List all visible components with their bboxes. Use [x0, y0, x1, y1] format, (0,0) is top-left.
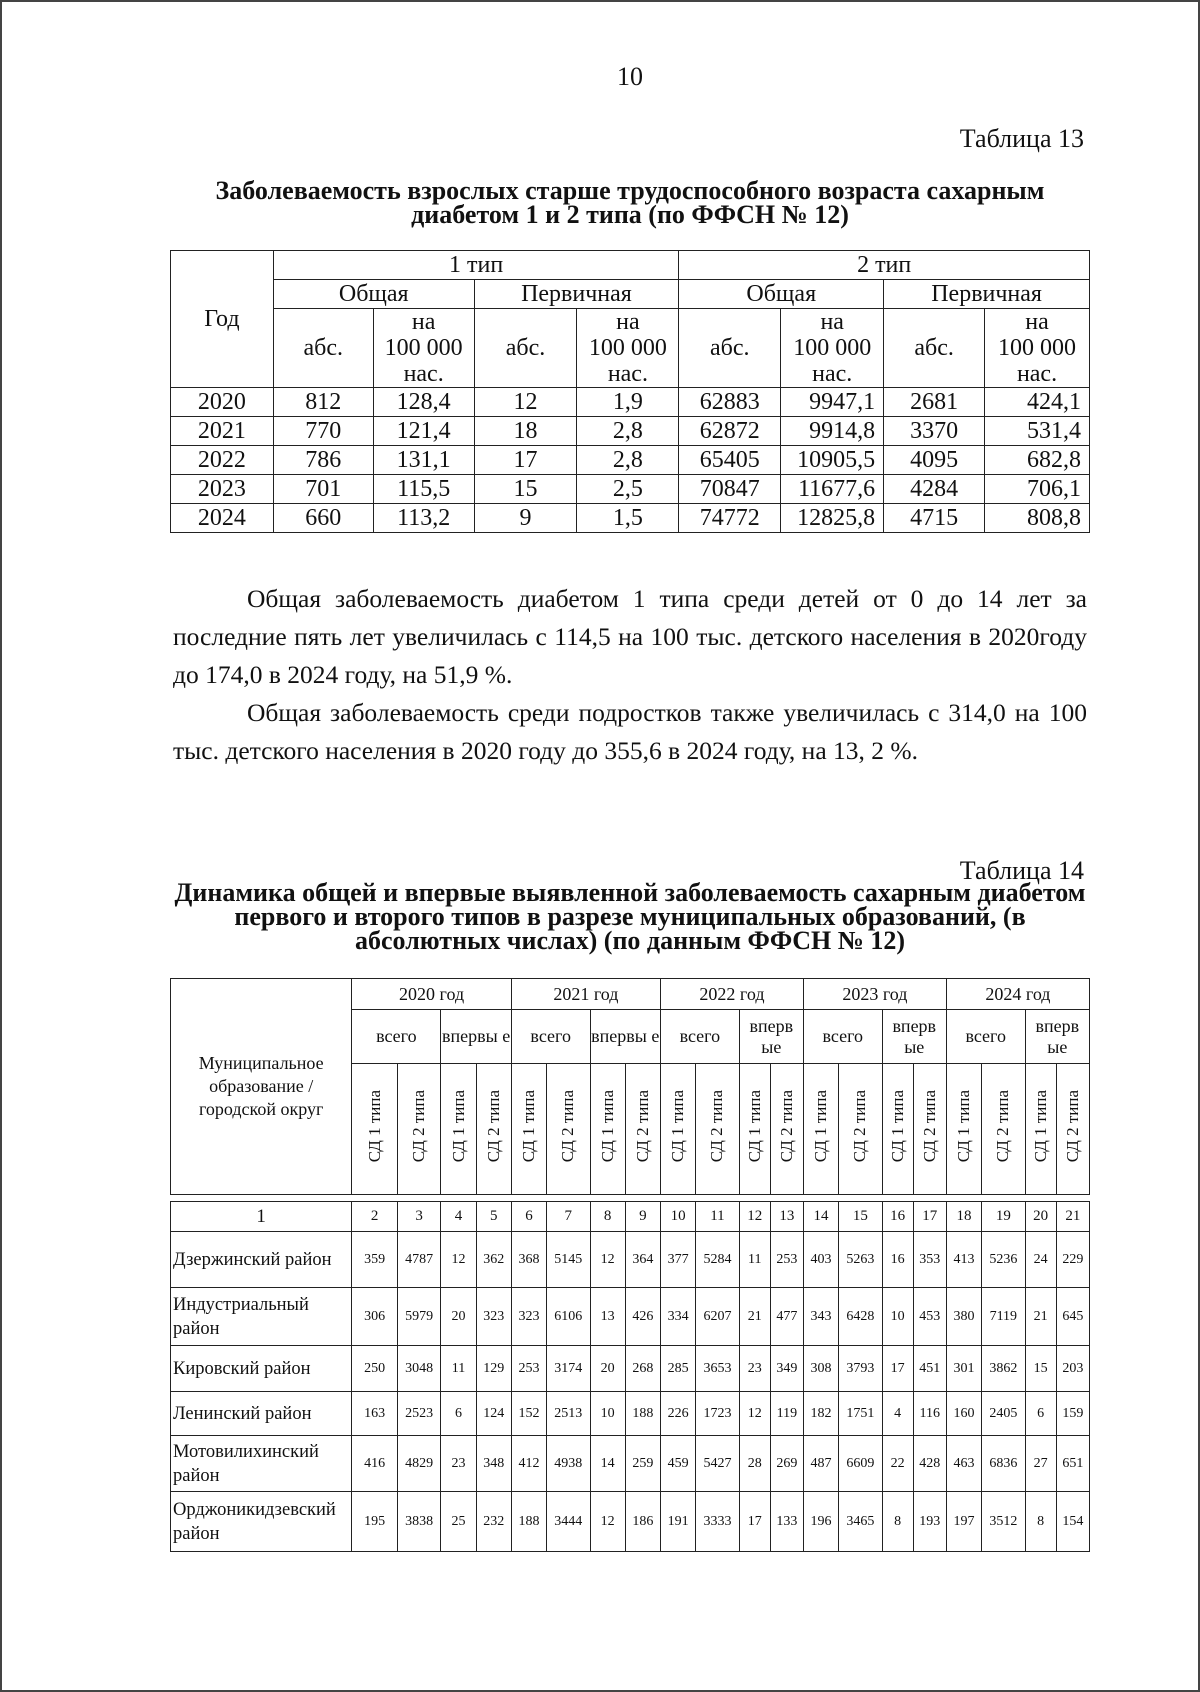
col-header-diabetes-type [803, 1064, 838, 1195]
cell-value: 21 [739, 1288, 770, 1346]
cell-value: 6 [441, 1392, 476, 1436]
table-row [171, 1392, 1090, 1436]
cell-t2-pri-rate: 682,8 [985, 446, 1090, 475]
cell-value: 301 [946, 1346, 981, 1392]
cell-t2-gen-abs: 65405 [679, 446, 781, 475]
cell-value: 2523 [397, 1392, 441, 1436]
cell-value: 7119 [982, 1288, 1026, 1346]
table-14 [170, 978, 1090, 1552]
table-row [171, 1492, 1090, 1552]
cell-t2-pri-rate: 424,1 [985, 388, 1090, 417]
col-header-t2-primary: Первичная [884, 280, 1090, 309]
cell-value: 20 [590, 1346, 625, 1392]
cell-value: 253 [770, 1232, 803, 1288]
diabetes-type-label: СД 1 типа [953, 1090, 973, 1163]
cell-value: 3048 [397, 1346, 441, 1392]
col-header-first-time: вперв ые [882, 1010, 946, 1064]
cell-value: 477 [770, 1288, 803, 1346]
municipality-name: Кировский район [171, 1346, 352, 1392]
cell-value: 259 [625, 1436, 660, 1492]
diabetes-type-label: СД 2 типа [1062, 1090, 1082, 1163]
cell-t1-gen-abs: 660 [273, 504, 373, 533]
cell-value: 3793 [839, 1346, 883, 1392]
table-14-title: Динамика общей и впервые выявленной заболеваемость сахарным диабетом первого и второго типов в разрезе муниципальных образований, (в абсолютных числах) (по данным ФФСН № 12) [174, 878, 1086, 955]
col-header-year: 2023 год [803, 979, 946, 1010]
cell-value: 416 [352, 1436, 398, 1492]
col-header-diabetes-type [397, 1064, 441, 1195]
cell-value: 232 [476, 1492, 511, 1552]
cell-value: 426 [625, 1288, 660, 1346]
cell-value: 453 [913, 1288, 946, 1346]
cell-value: 268 [625, 1346, 660, 1392]
diabetes-type-label: СД 1 типа [518, 1090, 538, 1163]
cell-value: 196 [803, 1492, 838, 1552]
cell-t2-pri-abs: 4715 [884, 504, 985, 533]
col-header-diabetes-type [1056, 1064, 1089, 1195]
cell-value: 159 [1056, 1392, 1089, 1436]
cell-value: 4 [882, 1392, 913, 1436]
cell-t1-gen-rate: 113,2 [373, 504, 474, 533]
page-number: 10 [617, 62, 643, 91]
diabetes-type-label: СД 1 типа [811, 1090, 831, 1163]
cell-value: 6106 [547, 1288, 591, 1346]
diabetes-type-label: СД 2 типа [632, 1090, 652, 1163]
municipality-name: Дзержинский район [171, 1232, 352, 1288]
cell-value: 253 [511, 1346, 546, 1392]
cell-value: 451 [913, 1346, 946, 1392]
col-header-year: 2024 год [946, 979, 1089, 1010]
column-number: 10 [660, 1202, 695, 1232]
cell-value: 5284 [696, 1232, 740, 1288]
column-number: 8 [590, 1202, 625, 1232]
cell-t1-pri-rate: 1,5 [577, 504, 679, 533]
col-header-t1-gen-abs: абс. [273, 309, 373, 388]
column-number: 5 [476, 1202, 511, 1232]
header-gap [171, 1195, 1090, 1202]
diabetes-type-label: СД 1 типа [448, 1090, 468, 1163]
col-header-diabetes-type [476, 1064, 511, 1195]
cell-t2-pri-rate: 808,8 [985, 504, 1090, 533]
col-header-first-time: впервы е [590, 1010, 660, 1064]
cell-value: 5979 [397, 1288, 441, 1346]
col-header-t1-pri-rate [577, 309, 679, 388]
col-header-t2-pri-rate [985, 309, 1090, 388]
table-13-label: Таблица 13 [959, 124, 1084, 153]
cell-value: 348 [476, 1436, 511, 1492]
col-header-diabetes-type [511, 1064, 546, 1195]
municipality-name: Орджоникидзевский район [171, 1492, 352, 1552]
cell-year: 2020 [171, 388, 274, 417]
cell-value: 188 [511, 1492, 546, 1552]
col-header-diabetes-type [441, 1064, 476, 1195]
cell-value: 3838 [397, 1492, 441, 1552]
cell-value: 152 [511, 1392, 546, 1436]
cell-value: 24 [1025, 1232, 1056, 1288]
cell-value: 412 [511, 1436, 546, 1492]
cell-value: 182 [803, 1392, 838, 1436]
cell-t2-gen-abs: 74772 [679, 504, 781, 533]
col-header-t2-pri-abs: абс. [884, 309, 985, 388]
cell-value: 20 [441, 1288, 476, 1346]
cell-value: 4938 [547, 1436, 591, 1492]
diabetes-type-label: СД 1 типа [1030, 1090, 1050, 1163]
cell-t2-gen-abs: 62883 [679, 388, 781, 417]
col-header-year: 2022 год [660, 979, 803, 1010]
cell-value: 13 [590, 1288, 625, 1346]
cell-t1-gen-abs: 786 [273, 446, 373, 475]
cell-t1-pri-abs: 15 [474, 475, 577, 504]
municipality-name: Индустриальный район [171, 1288, 352, 1346]
cell-t1-pri-rate: 2,8 [577, 446, 679, 475]
col-header-diabetes-type [739, 1064, 770, 1195]
cell-value: 428 [913, 1436, 946, 1492]
cell-value: 195 [352, 1492, 398, 1552]
diabetes-type-label: СД 2 типа [993, 1090, 1013, 1163]
rate-header-line: 100 000 [588, 335, 667, 361]
col-header-total: всего [511, 1010, 590, 1064]
cell-value: 359 [352, 1232, 398, 1288]
column-number: 21 [1056, 1202, 1089, 1232]
cell-value: 4829 [397, 1436, 441, 1492]
col-header-t1-pri-abs: абс. [474, 309, 577, 388]
col-header-t2-gen-rate [781, 309, 884, 388]
cell-value: 191 [660, 1492, 695, 1552]
column-number: 12 [739, 1202, 770, 1232]
column-number: 11 [696, 1202, 740, 1232]
cell-t1-gen-abs: 770 [273, 417, 373, 446]
rate-header-line: нас. [812, 361, 853, 387]
diabetes-type-label: СД 1 типа [597, 1090, 617, 1163]
cell-value: 3862 [982, 1346, 1026, 1392]
cell-value: 463 [946, 1436, 981, 1492]
col-header-total: всего [803, 1010, 882, 1064]
cell-value: 6 [1025, 1392, 1056, 1436]
cell-value: 6428 [839, 1288, 883, 1346]
rate-header-line: на [1025, 309, 1049, 335]
cell-value: 308 [803, 1346, 838, 1392]
rate-header-line: 100 000 [384, 335, 463, 361]
col-header-first-time: вперв ые [1025, 1010, 1089, 1064]
col-header-municipality: Муниципальное образование / городской округ [171, 979, 352, 1195]
diabetes-type-label: СД 2 типа [707, 1090, 727, 1163]
diabetes-type-label: СД 2 типа [776, 1090, 796, 1163]
cell-value: 3174 [547, 1346, 591, 1392]
col-header-first-time: впервы е [441, 1010, 511, 1064]
municipality-name: Ленинский район [171, 1392, 352, 1436]
table-row [171, 446, 1090, 475]
table-row [171, 1288, 1090, 1346]
cell-t2-pri-abs: 4095 [884, 446, 985, 475]
column-number: 7 [547, 1202, 591, 1232]
cell-value: 10 [882, 1288, 913, 1346]
col-header-year: 2021 год [511, 979, 660, 1010]
col-header-total: всего [352, 1010, 441, 1064]
cell-value: 3444 [547, 1492, 591, 1552]
cell-value: 285 [660, 1346, 695, 1392]
cell-value: 3333 [696, 1492, 740, 1552]
cell-value: 25 [441, 1492, 476, 1552]
cell-value: 17 [882, 1346, 913, 1392]
rate-header-line: на [616, 309, 640, 335]
column-number: 13 [770, 1202, 803, 1232]
cell-value: 1723 [696, 1392, 740, 1436]
col-header-t1-primary: Первичная [474, 280, 679, 309]
cell-value: 343 [803, 1288, 838, 1346]
cell-value: 5427 [696, 1436, 740, 1492]
cell-value: 27 [1025, 1436, 1056, 1492]
rate-header-line: нас. [607, 361, 648, 387]
cell-value: 10 [590, 1392, 625, 1436]
col-header-diabetes-type [547, 1064, 591, 1195]
rate-header-line: на [820, 309, 844, 335]
cell-t1-gen-rate: 121,4 [373, 417, 474, 446]
cell-value: 22 [882, 1436, 913, 1492]
cell-value: 5263 [839, 1232, 883, 1288]
table-row [171, 1346, 1090, 1392]
cell-t2-pri-rate: 706,1 [985, 475, 1090, 504]
cell-t1-gen-rate: 128,4 [373, 388, 474, 417]
col-header-diabetes-type [839, 1064, 883, 1195]
column-number: 19 [982, 1202, 1026, 1232]
cell-t2-pri-rate: 531,4 [985, 417, 1090, 446]
municipality-name: Мотовилихинский район [171, 1436, 352, 1492]
cell-value: 119 [770, 1392, 803, 1436]
cell-t1-gen-rate: 115,5 [373, 475, 474, 504]
cell-t1-pri-rate: 2,5 [577, 475, 679, 504]
cell-value: 12 [590, 1232, 625, 1288]
table-row [171, 417, 1090, 446]
cell-year: 2024 [171, 504, 274, 533]
col-header-total: всего [660, 1010, 739, 1064]
cell-value: 3465 [839, 1492, 883, 1552]
cell-t2-pri-abs: 2681 [884, 388, 985, 417]
diabetes-type-label: СД 1 типа [887, 1090, 907, 1163]
cell-year: 2022 [171, 446, 274, 475]
cell-value: 12 [590, 1492, 625, 1552]
cell-value: 413 [946, 1232, 981, 1288]
cell-value: 8 [1025, 1492, 1056, 1552]
column-number: 14 [803, 1202, 838, 1232]
cell-value: 250 [352, 1346, 398, 1392]
paragraph-children: Общая заболеваемость диабетом 1 типа среди детей от 0 до 14 лет за последние пять лет увеличилась с 114,5 на 100 тыс. детского населения в 2020году до 174,0 в 2024 году, на 51,9 %. [173, 584, 1087, 689]
cell-value: 160 [946, 1392, 981, 1436]
cell-value: 403 [803, 1232, 838, 1288]
cell-value: 487 [803, 1436, 838, 1492]
col-header-diabetes-type [882, 1064, 913, 1195]
cell-value: 334 [660, 1288, 695, 1346]
cell-value: 186 [625, 1492, 660, 1552]
col-header-type2: 2 тип [679, 251, 1090, 280]
cell-value: 23 [739, 1346, 770, 1392]
cell-value: 377 [660, 1232, 695, 1288]
table-row [171, 1232, 1090, 1288]
table-row [171, 504, 1090, 533]
cell-t1-gen-rate: 131,1 [373, 446, 474, 475]
col-header-t2-gen-abs: абс. [679, 309, 781, 388]
column-number: 1 [171, 1202, 352, 1232]
cell-value: 364 [625, 1232, 660, 1288]
diabetes-type-label: СД 1 типа [668, 1090, 688, 1163]
cell-value: 306 [352, 1288, 398, 1346]
cell-t1-pri-abs: 18 [474, 417, 577, 446]
cell-value: 229 [1056, 1232, 1089, 1288]
cell-value: 4787 [397, 1232, 441, 1288]
cell-t2-pri-abs: 4284 [884, 475, 985, 504]
table-13 [170, 250, 1090, 533]
column-number: 6 [511, 1202, 546, 1232]
col-header-type1: 1 тип [273, 251, 678, 280]
diabetes-type-label: СД 2 типа [483, 1090, 503, 1163]
col-header-diabetes-type [1025, 1064, 1056, 1195]
col-header-t1-gen-rate [373, 309, 474, 388]
cell-value: 163 [352, 1392, 398, 1436]
cell-value: 5236 [982, 1232, 1026, 1288]
rate-header-line: на [411, 309, 436, 335]
cell-value: 645 [1056, 1288, 1089, 1346]
cell-value: 203 [1056, 1346, 1089, 1392]
cell-value: 11 [739, 1232, 770, 1288]
cell-value: 651 [1056, 1436, 1089, 1492]
rate-header-line: 100 000 [998, 335, 1077, 361]
cell-value: 349 [770, 1346, 803, 1392]
cell-value: 14 [590, 1436, 625, 1492]
cell-value: 15 [1025, 1346, 1056, 1392]
cell-t1-gen-abs: 701 [273, 475, 373, 504]
column-number: 4 [441, 1202, 476, 1232]
cell-t2-gen-rate: 9947,1 [781, 388, 884, 417]
table-13-title: Заболеваемость взрослых старше трудоспособного возраста сахарным диабетом 1 и 2 типа (по ФФСН № 12) [215, 176, 1045, 229]
table-14-label: Таблица 14 [959, 856, 1084, 885]
col-header-t2-general: Общая [679, 280, 884, 309]
cell-t2-gen-rate: 11677,6 [781, 475, 884, 504]
cell-value: 23 [441, 1436, 476, 1492]
cell-t1-pri-abs: 17 [474, 446, 577, 475]
cell-value: 197 [946, 1492, 981, 1552]
cell-value: 21 [1025, 1288, 1056, 1346]
cell-value: 193 [913, 1492, 946, 1552]
cell-value: 5145 [547, 1232, 591, 1288]
table-row [171, 475, 1090, 504]
diabetes-type-label: СД 2 типа [850, 1090, 870, 1163]
col-header-t1-general: Общая [273, 280, 474, 309]
column-number: 20 [1025, 1202, 1056, 1232]
diabetes-type-label: СД 2 типа [409, 1090, 429, 1163]
diabetes-type-label: СД 1 типа [744, 1090, 764, 1163]
rate-header-line: 100 000 [793, 335, 872, 361]
col-header-diabetes-type [625, 1064, 660, 1195]
cell-value: 3512 [982, 1492, 1026, 1552]
cell-value: 11 [441, 1346, 476, 1392]
table-row [171, 1436, 1090, 1492]
cell-value: 133 [770, 1492, 803, 1552]
col-header-diabetes-type [946, 1064, 981, 1195]
diabetes-type-label: СД 1 типа [364, 1090, 384, 1163]
cell-value: 2405 [982, 1392, 1026, 1436]
paragraph-adolescents: Общая заболеваемость среди подростков также увеличилась с 314,0 на 100 тыс. детского населения в 2020 году до 355,6 в 2024 году, на 13, 2 %. [173, 698, 1087, 765]
cell-t2-gen-rate: 9914,8 [781, 417, 884, 446]
diabetes-type-label: СД 2 типа [919, 1090, 939, 1163]
cell-year: 2023 [171, 475, 274, 504]
cell-t2-gen-abs: 62872 [679, 417, 781, 446]
cell-value: 154 [1056, 1492, 1089, 1552]
column-number: 3 [397, 1202, 441, 1232]
cell-value: 12 [441, 1232, 476, 1288]
table-row [171, 388, 1090, 417]
cell-t1-pri-abs: 12 [474, 388, 577, 417]
cell-t2-gen-rate: 12825,8 [781, 504, 884, 533]
cell-value: 459 [660, 1436, 695, 1492]
cell-value: 6207 [696, 1288, 740, 1346]
cell-value: 362 [476, 1232, 511, 1288]
col-header-diabetes-type [352, 1064, 398, 1195]
cell-value: 16 [882, 1232, 913, 1288]
cell-t1-pri-rate: 2,8 [577, 417, 679, 446]
col-header-diabetes-type [696, 1064, 740, 1195]
col-header-year: 2020 год [352, 979, 512, 1010]
cell-t2-gen-abs: 70847 [679, 475, 781, 504]
cell-value: 124 [476, 1392, 511, 1436]
cell-t2-pri-abs: 3370 [884, 417, 985, 446]
col-header-year: Год [171, 251, 274, 388]
column-number: 16 [882, 1202, 913, 1232]
cell-value: 6836 [982, 1436, 1026, 1492]
cell-value: 368 [511, 1232, 546, 1288]
rate-header-line: нас. [403, 361, 444, 387]
cell-value: 116 [913, 1392, 946, 1436]
cell-value: 12 [739, 1392, 770, 1436]
cell-value: 323 [476, 1288, 511, 1346]
cell-value: 323 [511, 1288, 546, 1346]
diabetes-type-label: СД 2 типа [558, 1090, 578, 1163]
cell-t2-gen-rate: 10905,5 [781, 446, 884, 475]
column-number: 18 [946, 1202, 981, 1232]
cell-value: 3653 [696, 1346, 740, 1392]
cell-t1-gen-abs: 812 [273, 388, 373, 417]
cell-t1-pri-rate: 1,9 [577, 388, 679, 417]
cell-value: 6609 [839, 1436, 883, 1492]
cell-value: 1751 [839, 1392, 883, 1436]
column-number: 2 [352, 1202, 398, 1232]
column-number: 17 [913, 1202, 946, 1232]
col-header-first-time: вперв ые [739, 1010, 803, 1064]
cell-value: 17 [739, 1492, 770, 1552]
cell-value: 188 [625, 1392, 660, 1436]
column-number: 9 [625, 1202, 660, 1232]
cell-value: 8 [882, 1492, 913, 1552]
col-header-diabetes-type [982, 1064, 1026, 1195]
column-number: 15 [839, 1202, 883, 1232]
col-header-diabetes-type [770, 1064, 803, 1195]
col-header-diabetes-type [913, 1064, 946, 1195]
col-header-total: всего [946, 1010, 1025, 1064]
cell-value: 129 [476, 1346, 511, 1392]
cell-value: 28 [739, 1436, 770, 1492]
cell-year: 2021 [171, 417, 274, 446]
cell-value: 269 [770, 1436, 803, 1492]
cell-value: 2513 [547, 1392, 591, 1436]
col-header-diabetes-type [590, 1064, 625, 1195]
cell-value: 380 [946, 1288, 981, 1346]
cell-t1-pri-abs: 9 [474, 504, 577, 533]
rate-header-line: нас. [1016, 361, 1058, 387]
col-header-diabetes-type [660, 1064, 695, 1195]
cell-value: 226 [660, 1392, 695, 1436]
cell-value: 353 [913, 1232, 946, 1288]
